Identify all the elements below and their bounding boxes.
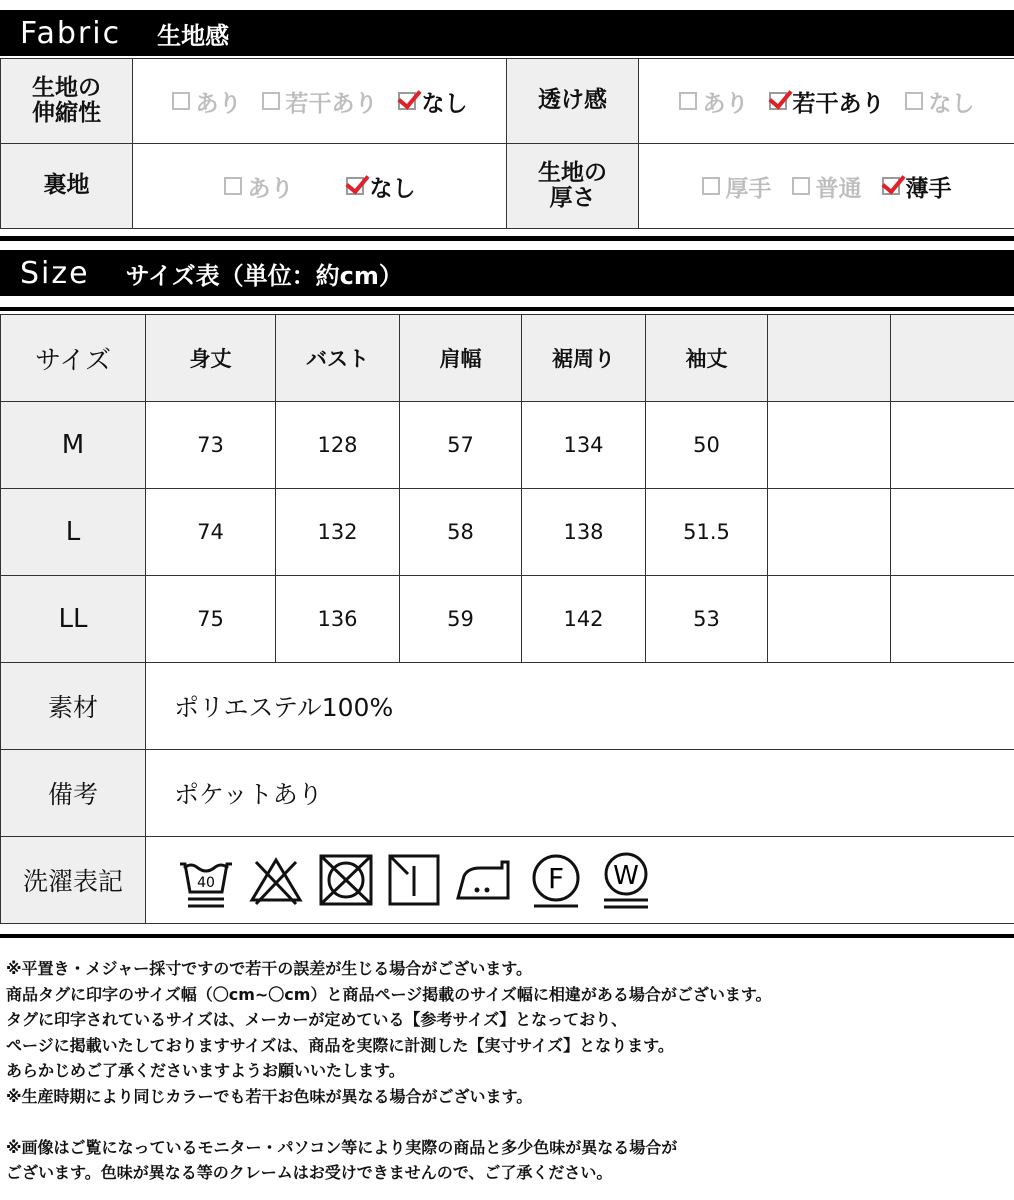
size-column-header: サイズ (1, 315, 146, 402)
fabric-label (1, 144, 133, 229)
size-column-header: 肩幅 (400, 315, 522, 402)
size-cell (768, 402, 891, 489)
fabric-option-label: 薄手 (905, 175, 952, 202)
table-row (1, 576, 1014, 663)
fabric-label-line: 透け感 (538, 87, 607, 114)
fabric-options (133, 59, 507, 144)
no-bleach-icon (246, 850, 306, 910)
size-cell: 75 (146, 576, 276, 663)
table-row (1, 489, 1014, 576)
fabric-options (133, 144, 507, 229)
dry-clean-letter: F (547, 862, 565, 895)
notes (6, 956, 772, 1186)
size-table (0, 314, 1014, 924)
iron-medium-icon (452, 850, 516, 910)
checked-box-icon (346, 177, 364, 195)
fabric-option-label: あり (702, 90, 749, 117)
fabric-option (346, 170, 416, 203)
note-line (6, 1109, 772, 1135)
checked-box-icon (882, 177, 900, 195)
size-cell: 51.5 (646, 489, 768, 576)
note-line: あらかじめご了承くださいますようお願いいたします。 (6, 1061, 405, 1080)
wet-clean-letter: W (613, 861, 639, 891)
size-name: LL (1, 576, 146, 663)
size-column-header: 身丈 (146, 315, 276, 402)
size-header (0, 250, 1014, 296)
fabric-option-label: 厚手 (725, 175, 772, 202)
material-label: 素材 (1, 663, 146, 750)
fabric-row (1, 59, 1014, 144)
fabric-row (1, 144, 1014, 229)
care-symbols (146, 837, 1014, 924)
divider-line (0, 307, 1014, 311)
note-line: ※生産時期により同じカラーでも若干お色味が異なる場合がございます。 (6, 1086, 533, 1106)
fabric-header (0, 10, 1014, 56)
fabric-label-line: 裏地 (43, 172, 90, 199)
dry-clean-f-icon (526, 850, 586, 910)
fabric-option-label: なし (421, 90, 468, 117)
material-row (1, 663, 1014, 750)
fabric-label (507, 59, 639, 144)
fabric-label-line: 生地の (538, 159, 607, 186)
size-cell (768, 489, 891, 576)
note-line: ※平置き・メジャー採寸ですので若干の誤差が生じる場合がございます。 (6, 959, 532, 978)
fabric-label-line: 伸縮性 (32, 100, 101, 126)
size-cell: 59 (400, 576, 522, 663)
size-title-en: Size (20, 255, 90, 291)
fabric-title-ja: 生地感 (157, 21, 230, 50)
fabric-option-label: 若干あり (792, 90, 885, 117)
fabric-option (172, 85, 242, 118)
fabric-label-line: 厚さ (549, 185, 596, 211)
fabric-option (398, 85, 468, 118)
size-cell (768, 576, 891, 663)
table-row (1, 402, 1014, 489)
remarks-value: ポケットあり (146, 750, 1014, 837)
checked-box-icon (398, 92, 416, 110)
fabric-option (882, 170, 952, 203)
remarks-row (1, 750, 1014, 837)
fabric-option (702, 170, 772, 203)
size-cell: 132 (276, 489, 400, 576)
unchecked-box-icon (224, 177, 242, 195)
fabric-option-label: あり (247, 175, 294, 202)
size-cell: 134 (522, 402, 646, 489)
size-title-ja: サイズ表（単位：約cm） (125, 261, 403, 290)
fabric-option (224, 170, 294, 203)
unchecked-box-icon (679, 92, 697, 110)
fabric-option-label: なし (928, 90, 975, 117)
size-cell: 57 (400, 402, 522, 489)
size-cell (891, 489, 1014, 576)
fabric-title-en: Fabric (20, 15, 122, 51)
note-line: ※画像はご覧になっているモニター・パソコン等により実際の商品と多少色味が異なる場合が (6, 1137, 678, 1157)
note-line: タグに印字されているサイズは、メーカーが定めている【参考サイズ】となっており、 (6, 1010, 628, 1029)
size-cell: 50 (646, 402, 768, 489)
size-name: L (1, 489, 146, 576)
size-cell: 138 (522, 489, 646, 576)
material-value: ポリエステル100% (146, 663, 1014, 750)
unchecked-box-icon (905, 92, 923, 110)
checked-box-icon (769, 92, 787, 110)
fabric-options (639, 59, 1014, 144)
size-cell: 128 (276, 402, 400, 489)
remarks-label: 備考 (1, 750, 146, 837)
size-name: M (1, 402, 146, 489)
size-column-header (891, 315, 1014, 402)
no-tumble-dry-icon (316, 850, 376, 910)
size-cell: 136 (276, 576, 400, 663)
fabric-option (769, 85, 885, 118)
fabric-option (792, 170, 862, 203)
note-line: ございます。色味が異なる等のクレームはお受けできませんので、ご了承ください。 (6, 1163, 613, 1182)
unchecked-box-icon (792, 177, 810, 195)
wash-temp: 40 (197, 875, 215, 891)
fabric-option (905, 85, 975, 118)
fabric-option-label: なし (369, 175, 416, 202)
divider-line (0, 934, 1014, 938)
size-cell (891, 402, 1014, 489)
fabric-option-label: あり (195, 90, 242, 117)
fabric-option-label: 普通 (815, 175, 862, 202)
size-cell: 142 (522, 576, 646, 663)
fabric-label (507, 144, 639, 229)
wet-clean-w-icon (596, 850, 656, 910)
note-line: ページに掲載いたしておりますサイズは、商品を実際に計測した【実寸サイズ】となります。 (6, 1035, 674, 1055)
fabric-label (1, 59, 133, 144)
unchecked-box-icon (262, 92, 280, 110)
size-column-header: 袖丈 (646, 315, 768, 402)
unchecked-box-icon (172, 92, 190, 110)
size-column-header: 裾周り (522, 315, 646, 402)
fabric-option (262, 85, 378, 118)
divider-line (0, 236, 1014, 241)
size-header-row (1, 315, 1014, 402)
wash-40-icon (176, 850, 236, 910)
drip-dry-icon (386, 850, 442, 910)
care-row (1, 837, 1014, 924)
size-cell: 58 (400, 489, 522, 576)
fabric-options (639, 144, 1014, 229)
size-cell: 53 (646, 576, 768, 663)
size-cell: 74 (146, 489, 276, 576)
size-cell (891, 576, 1014, 663)
fabric-option (679, 85, 749, 118)
fabric-option-label: 若干あり (285, 90, 378, 117)
fabric-table (0, 58, 1014, 229)
size-column-header: バスト (276, 315, 400, 402)
size-cell: 73 (146, 402, 276, 489)
care-label: 洗濯表記 (1, 837, 146, 924)
size-column-header (768, 315, 891, 402)
fabric-label-line: 生地の (32, 74, 101, 101)
note-line: 商品タグに印字のサイズ幅（〇cm~〇cm）と商品ページ掲載のサイズ幅に相違がある場合がございます。 (6, 984, 772, 1004)
unchecked-box-icon (702, 177, 720, 195)
